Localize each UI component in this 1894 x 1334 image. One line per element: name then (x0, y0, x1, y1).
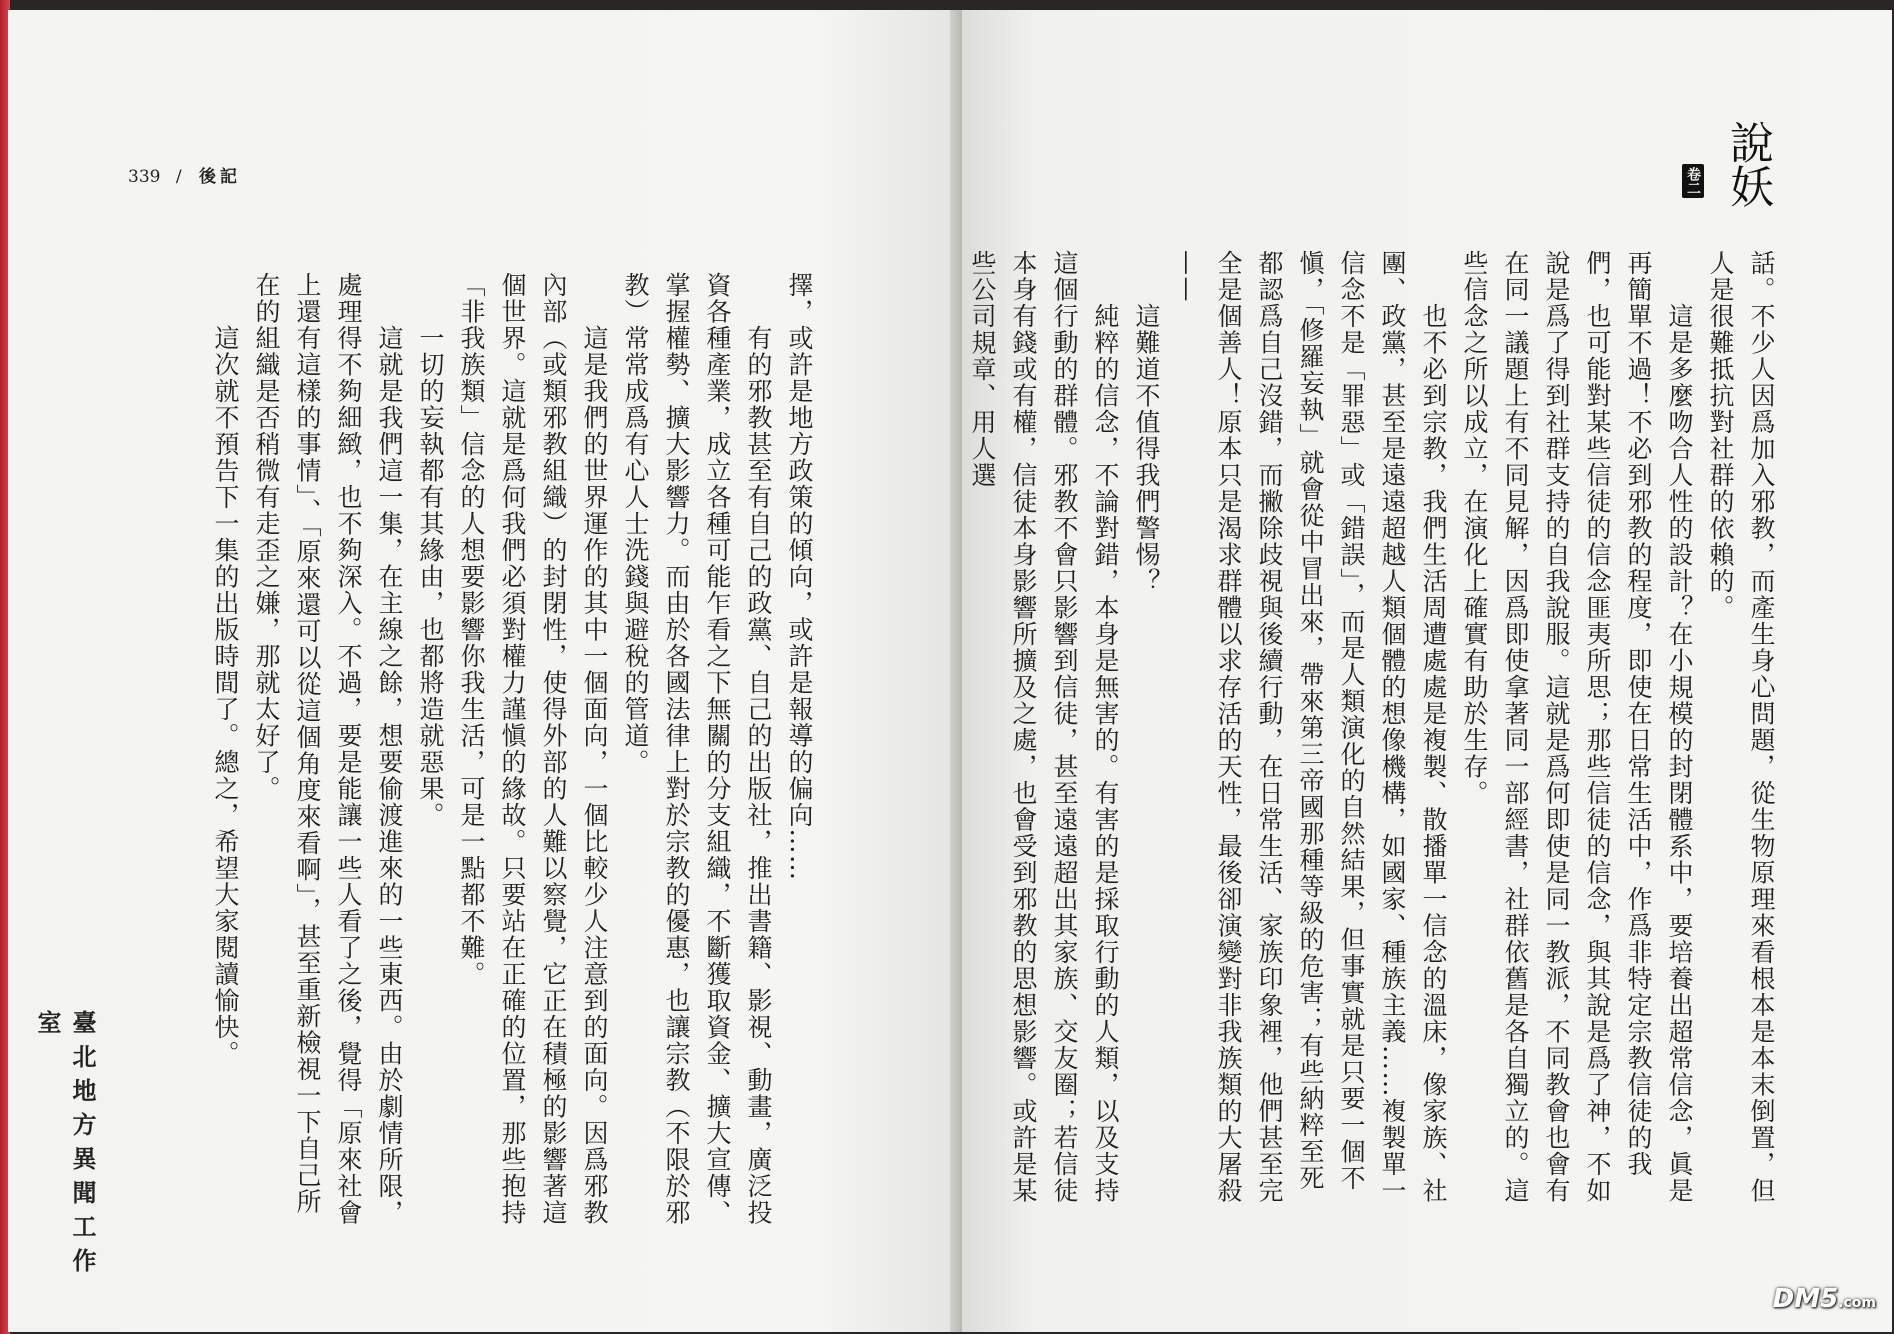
left-page (8, 10, 960, 1332)
header-title: 後記 (199, 167, 241, 187)
page-header (128, 162, 241, 187)
logo-title: 說妖 (1722, 120, 1773, 208)
right-page (962, 10, 1892, 1332)
header-separator: / (175, 167, 182, 187)
watermark-suffix: .com (1838, 1295, 1876, 1311)
left-body-text: 擇，或許是地方政策的傾向，或許是報導的偏向…… 有的邪教甚至有自己的政黨、自己的出版社，推出書籍、影視、動畫，廣泛投資各種產業，成立各種可能乍看之下無關的分支組織，不斷獲取資金、擴大宣傳、掌握權勢、擴大影響力。而由於各國法律上對於宗教的優惠，也讓宗教（不限於邪教）常常成爲有心人士洗錢與避稅的管道。 這是我們的世界運作的其中一個面向，一個比較少人注意到的面向。因爲邪教內部（或類邪教組織）的封閉性，使得外部的人難以察覺，它正在積極的影響著這個世界。這就是爲何我們必須對權力謹愼的緣故。只要站在正確的位置，那些抱持「非我族類」信念的人想要影響你我生活，可是一點都不難。 一切的妄執都有其緣由，也都將造就惡果。 這就是我們這一集，在主線之餘，想要偷渡進來的一些東西。由於劇情所限，處理得不夠細緻，也不夠深入。不過，要是能讓一些人看了之後，覺得「原來社會上還有這樣的事情」、「原來還可以從這個角度來看啊」，甚至重新檢視一下自己所在的組織是否稍微有走歪之嫌，那就太好了。 這次就不預告下一集的出版時間了。總之，希望大家閱讀愉快。 (211, 272, 814, 1226)
watermark-brand: DM5 (1772, 1284, 1839, 1314)
page-number: 339 (128, 167, 161, 187)
logo-volume: 卷二 (1682, 164, 1704, 198)
right-body-text: 話。不少人因爲加入邪教，而產生身心問題，從生物原理來看根本是本末倒置，但人是很難抵抗對社群的依賴的。 這是多麼吻合人性的設計？在小規模的封閉體系中，要培養出超常信念，眞是再簡單不過！不必到邪教的程度，即使在日常生活中，作爲非特定宗教信徒的我們，也可能對某些信徒的信念匪夷所思；那些信徒的信念，與其說是爲了神，不如說是爲了得到社群支持的自我說服。這就是爲何即使是同一教派，不同教會也會有在同一議題上有不同見解，因爲即使拿著同一部經書，社群依舊是各自獨立的。這些信念之所以成立，在演化上確實有助於生存。 也不必到宗教，我們生活周遭處處是複製、散播單一信念的溫床，像家族、社團、政黨，甚至是遠遠超越人類個體的想像機構，如國家、種族主義……複製單一信念不是「罪惡」或「錯誤」，而是人類演化的自然結果，但事實就是只要一個不愼，「修羅妄執」就會從中冒出來，帶來第三帝國那種等級的危害；有些納粹至死都認爲自己沒錯，而撇除歧視與後續行動，在日常生活、家族印象裡，他們甚至完全是個善人！原本只是渴求群體以求存活的天性，最後卻演變對非我族類的大屠殺—— 這難道不值得我們警惕？ 純粹的信念，不論對錯，本身是無害的。有害的是採取行動的人類，以及支持這個行動的群體。邪教不會只影響到信徒，甚至遠遠超出其家族、交友圈；若信徒本身有錢或有權，信徒本身影響所擴及之處，也會受到邪教的思想影響。或許是某些公司規章、用人選 (968, 250, 1776, 1204)
signature: 臺北地方異聞工作室 (33, 1010, 97, 1282)
site-watermark (1773, 1284, 1876, 1314)
series-logo (1682, 120, 1772, 230)
